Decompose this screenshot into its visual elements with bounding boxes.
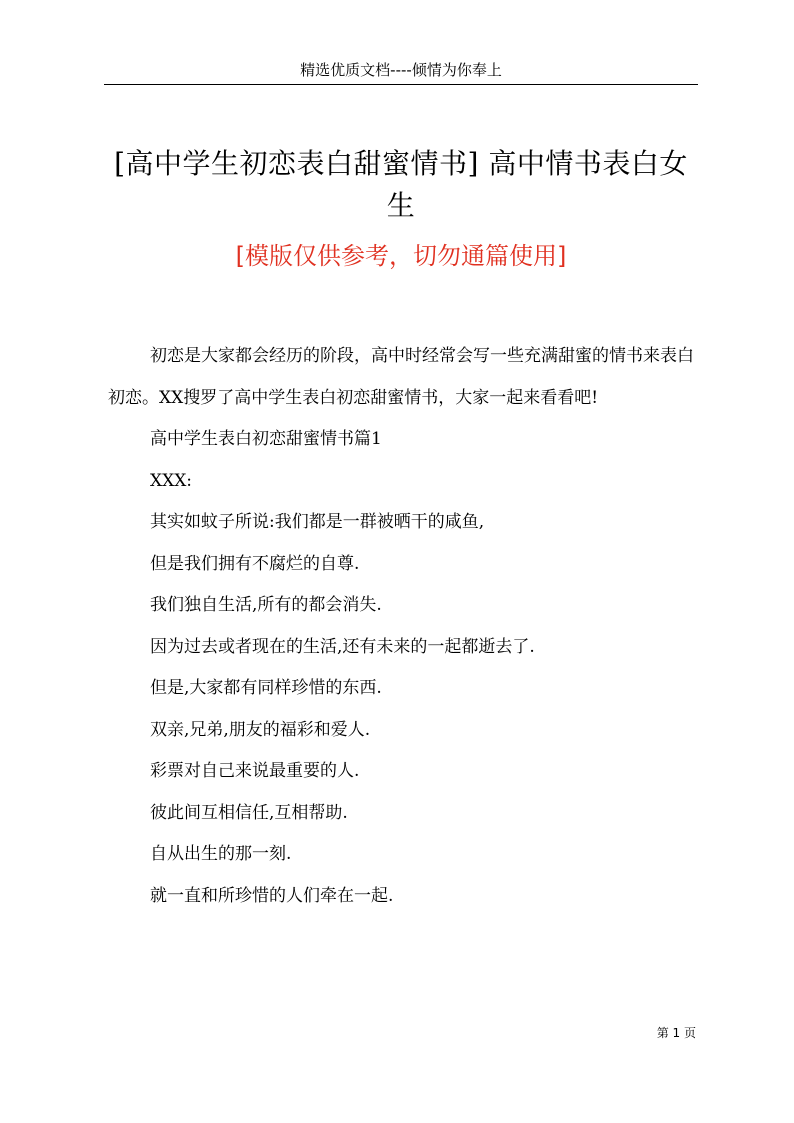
template-notice: [模版仅供参考，切勿通篇使用] <box>235 242 567 270</box>
section-heading: 高中学生表白初恋甜蜜情书篇1 <box>150 429 382 449</box>
document-body <box>108 336 694 917</box>
letter-line: 我们独自生活,所有的都会消失. <box>150 595 382 615</box>
letter-line: 就一直和所珍惜的人们牵在一起. <box>150 885 394 906</box>
letter-line: 但是,大家都有同样珍惜的东西. <box>150 678 382 698</box>
page-header: 精选优质文档----倾情为你奉上 <box>104 56 698 85</box>
letter-line: 彼此间互相信任,互相帮助. <box>150 802 348 823</box>
page-number: 第 1 页 <box>656 1026 696 1040</box>
document-title: [高中学生初恋表白甜蜜情书] 高中情书表白女生 <box>114 147 688 222</box>
letter-line: 因为过去或者现在的生活,还有未来的一起都逝去了. <box>150 636 535 657</box>
letter-line: 彩票对自己来说最重要的人. <box>150 761 360 781</box>
letter-line: 双亲,兄弟,朋友的福彩和爱人. <box>150 719 371 740</box>
intro-paragraph: 初恋是大家都会经历的阶段，高中时经常会写一些充满甜蜜的情书来表白初恋。XX搜罗了高中学生表白初恋甜蜜情书，大家一起来看看吧! <box>108 346 694 408</box>
letter-line: 但是我们拥有不腐烂的自尊. <box>150 553 360 574</box>
letter-line: 自从出生的那一刻. <box>150 844 292 864</box>
letter-line: 其实如蚊子所说:我们都是一群被晒干的咸鱼, <box>150 512 485 532</box>
letter-salutation: XXX: <box>150 470 193 491</box>
